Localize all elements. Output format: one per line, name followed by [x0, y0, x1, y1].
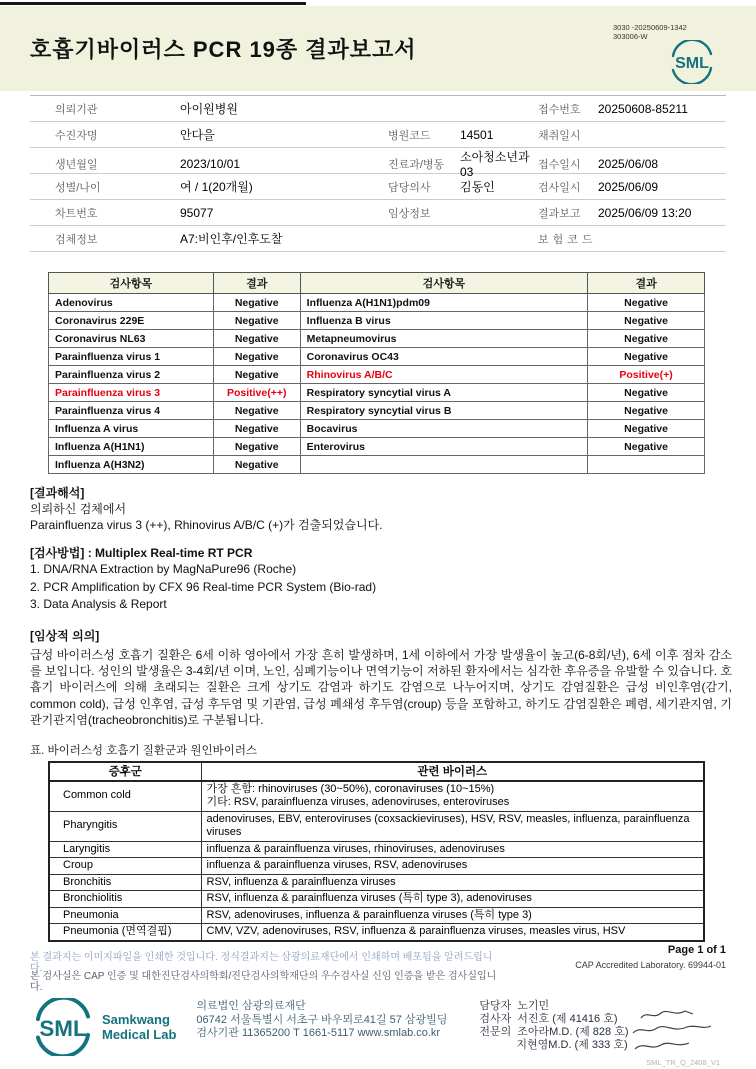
- svg-text:SML: SML: [675, 55, 709, 72]
- test-result: Negative: [588, 384, 705, 402]
- page-info: [575, 944, 726, 970]
- test-result: Negative: [588, 330, 705, 348]
- test-item: Influenza A(H3N2): [49, 456, 214, 474]
- staff-name: 노기민: [517, 1000, 550, 1012]
- test-item: Respiratory syncytial virus B: [300, 402, 587, 420]
- staff-name: 지현영M.D. (제 333 호): [516, 1039, 628, 1051]
- syndrome-row: [49, 811, 704, 841]
- virus-list-line: influenza & parainfluenza viruses, RSV, adenoviruses: [201, 858, 704, 875]
- result-row: [49, 420, 705, 438]
- field-label: 접수일시: [538, 158, 581, 171]
- test-item: Parainfluenza virus 1: [49, 348, 214, 366]
- virus-list-line: RSV, adenoviruses, influenza & parainfluenza viruses (특히 type 3): [201, 907, 704, 924]
- clinical-body: 급성 바이러스성 호흡기 질환은 6세 이하 영아에서 가장 흔히 발생하며, 1세 이하에서 가장 발생율이 높고(6-8회/년), 6세 이후 점차 감소를 보입니다. 성인의 발생율은 3-4회/년 이며, 노인, 심폐기능이나 면역기능이 저하된 환자에서는 심각한 후유증을 유발할 수 있습니다. 호흡기 바이러스에 의해 초래되는 질환은 크게 상기도 감염과 하기도 감염으로 나누어지며, 상기도 감염질환은 급성 비인후염(감기, common cold), 급성 인후염, 급성 후두염 및 기관염, 급성 폐쇄성 후두염(croup) 등을 포함하고, 하기도 감염질환은 폐렴, 세기관지염, 기관기관지염(tracheobronchitis)로 구분됩니다.: [30, 647, 732, 728]
- interpretation-line: 의뢰하신 검체에서: [30, 502, 127, 516]
- test-result: Negative: [213, 366, 300, 384]
- patient-info-row: [30, 200, 726, 226]
- test-result-positive: Positive(+): [588, 366, 705, 384]
- column-header: 검사항목: [49, 273, 214, 294]
- test-result: Negative: [213, 330, 300, 348]
- patient-info-row: [30, 226, 726, 252]
- footer-notices: [30, 952, 500, 993]
- column-header: 결과: [588, 273, 705, 294]
- field-label: 결과보고: [538, 207, 581, 220]
- page-number: Page 1 of 1: [667, 944, 726, 956]
- virus-list-line: adenoviruses, EBV, enteroviruses (coxsackieviruses), HSV, RSV, measles, influenza, parainfluenza viruses: [201, 811, 704, 841]
- syndrome-row: [49, 841, 704, 858]
- virus-list-line: 기타: RSV, parainfluenza viruses, adenoviruses, enteroviruses: [206, 796, 510, 809]
- staff-label: 전문의: [479, 1026, 512, 1038]
- method-step: 2. PCR Amplification by CFX 96 Real-time PCR System (Bio-rad): [30, 579, 377, 594]
- test-result: Negative: [588, 420, 705, 438]
- lab-street: 06742 서울특별시 서초구 바우뫼로41길 57 삼광빌딩: [196, 1013, 448, 1026]
- print-notice: 본 결과지는 이미지파일을 인쇄한 것입니다. 정식결과지는 삼광의료재단에서 인쇄하며 배포됨을 알려드립니다.: [30, 952, 493, 974]
- syndrome-header-row: [49, 762, 704, 781]
- lab-entity: 의료법인 삼광의료재단: [196, 1000, 306, 1012]
- result-row: [49, 402, 705, 420]
- method-heading: [검사방법] : Multiplex Real-time RT PCR: [30, 546, 253, 560]
- test-item: Influenza A virus: [49, 420, 214, 438]
- field-label: 보험코드: [538, 233, 597, 246]
- header-band: [0, 6, 756, 91]
- lab-name: Samkwang Medical Lab: [102, 1012, 177, 1042]
- test-result: Negative: [588, 438, 705, 456]
- field-label: 차트번호: [55, 207, 98, 220]
- column-header: 결과: [213, 273, 300, 294]
- virus-list-line: CMV, VZV, adenoviruses, RSV, influenza & parainfluenza viruses, measles virus, HSV: [201, 924, 704, 941]
- field-label: 접수번호: [538, 103, 581, 116]
- test-item: Coronavirus 229E: [49, 312, 214, 330]
- patient-info-table: [30, 95, 726, 252]
- lab-address: [196, 998, 447, 1041]
- field-label: 담당의사: [388, 181, 431, 194]
- test-item: Influenza B virus: [300, 312, 587, 330]
- field-value: A7:비인후/인후도찰: [180, 232, 283, 246]
- test-item: Respiratory syncytial virus A: [300, 384, 587, 402]
- interpretation-line: Parainfluenza virus 3 (++), Rhinovirus A/B/C (+)가 검출되었습니다.: [30, 518, 383, 532]
- syndrome-name: Pneumonia: [49, 907, 201, 924]
- column-header: 검사항목: [300, 273, 587, 294]
- syndrome-name: Bronchiolitis: [49, 891, 201, 908]
- field-label: 검체정보: [55, 233, 98, 246]
- field-value: 2023/10/01: [180, 156, 241, 171]
- test-result: Negative: [213, 348, 300, 366]
- field-label: 진료과/병동: [388, 158, 445, 171]
- staff-name: 조아라M.D. (제 828 호): [517, 1026, 629, 1038]
- patient-info-row: [30, 96, 726, 122]
- field-label: 의뢰기관: [55, 103, 98, 116]
- virus-list-line: RSV, influenza & parainfluenza viruses: [201, 874, 704, 891]
- method-step: 1. DNA/RNA Extraction by MagNaPure96 (Roche): [30, 562, 297, 576]
- patient-info-row: [30, 122, 726, 148]
- result-row: [49, 366, 705, 384]
- result-row: [49, 294, 705, 312]
- test-result: Negative: [213, 402, 300, 420]
- test-item: Influenza A(H1N1): [49, 438, 214, 456]
- field-value: 95077: [180, 205, 214, 220]
- field-value: 소아청소년과03: [460, 150, 530, 179]
- test-item-positive: Parainfluenza virus 3: [49, 384, 214, 402]
- result-row: [49, 384, 705, 402]
- syndrome-row: [49, 924, 704, 941]
- patient-info-row: [30, 148, 726, 179]
- pcr-results-table: [48, 272, 705, 474]
- scan-artifact-line: [0, 2, 306, 5]
- field-label: 임상정보: [388, 207, 431, 220]
- field-value: 20250608-85211: [598, 101, 688, 116]
- test-result: Negative: [213, 456, 300, 474]
- field-value: 2025/06/09: [598, 179, 659, 194]
- test-result: Negative: [213, 312, 300, 330]
- patient-info-row: [30, 174, 726, 200]
- organization-footer: [30, 998, 730, 1056]
- doc-code: 303006-W: [613, 32, 648, 41]
- footer-logo: [30, 998, 176, 1056]
- test-result: Negative: [588, 348, 705, 366]
- doc-number: 3030 -20250609-1342: [613, 23, 687, 32]
- test-item: Enterovirus: [300, 438, 587, 456]
- result-row: [49, 312, 705, 330]
- cap-accreditation: CAP Accredited Laboratory. 69944-01: [575, 960, 726, 970]
- test-item: Bocavirus: [300, 420, 587, 438]
- field-label: 병원코드: [388, 129, 431, 142]
- test-result: Negative: [588, 402, 705, 420]
- field-value: 여 / 1(20개월): [180, 180, 253, 194]
- column-header: 증후군: [49, 762, 201, 781]
- test-result-positive: Positive(++): [213, 384, 300, 402]
- field-label: 채취일시: [538, 129, 581, 142]
- svg-text:SML: SML: [39, 1016, 87, 1042]
- virus-list-line: influenza & parainfluenza viruses, rhinoviruses, adenoviruses: [201, 841, 704, 858]
- test-result: Negative: [213, 294, 300, 312]
- test-item: Parainfluenza virus 2: [49, 366, 214, 384]
- staff-label: 담당자: [479, 1000, 512, 1012]
- doc-codes: [613, 23, 687, 41]
- syndrome-row: [49, 858, 704, 875]
- test-item: Coronavirus NL63: [49, 330, 214, 348]
- syndrome-name: Common cold: [49, 781, 201, 812]
- report-body-text: [30, 484, 732, 942]
- test-item: Coronavirus OC43: [300, 348, 587, 366]
- accreditation-notice: 본 검사실은 CAP 인증 및 대한진단검사의학회/진단검사의학재단의 우수검사실 신임 인증을 받은 검사실입니다.: [30, 971, 497, 993]
- column-header: 관련 바이러스: [201, 762, 704, 781]
- syndrome-name: Bronchitis: [49, 874, 201, 891]
- method-step: 3. Data Analysis & Report: [30, 597, 167, 611]
- sml-logo-icon: [30, 998, 96, 1056]
- test-item: Adenovirus: [49, 294, 214, 312]
- test-item: Influenza A(H1N1)pdm09: [300, 294, 587, 312]
- sml-logo-icon: [668, 40, 716, 84]
- syndrome-name: Pharyngitis: [49, 811, 201, 841]
- field-value: 김동인: [460, 180, 495, 194]
- test-result: Negative: [588, 312, 705, 330]
- test-item-positive: Rhinovirus A/B/C: [300, 366, 587, 384]
- page-title: 호흡기바이러스 PCR 19종 결과보고서: [30, 37, 417, 62]
- test-result: Negative: [588, 294, 705, 312]
- syndrome-name: Pneumonia (면역결핍): [49, 924, 201, 941]
- field-value: 안다을: [180, 128, 215, 142]
- form-code: SML_TR_Q_2408_V1: [646, 1058, 720, 1067]
- virus-list-line: 가장 흔함: rhinoviruses (30~50%), coronaviruses (10~15%): [206, 782, 495, 795]
- syndrome-row: [49, 907, 704, 924]
- field-label: 성별/나이: [55, 181, 101, 194]
- interpretation-heading: [결과해석]: [30, 486, 85, 500]
- test-result: Negative: [213, 438, 300, 456]
- staff-name: 서진호 (제 41416 호): [517, 1013, 618, 1025]
- result-row: [49, 438, 705, 456]
- test-item: Metapneumovirus: [300, 330, 587, 348]
- syndrome-row: [49, 891, 704, 908]
- field-label: 생년월일: [55, 158, 98, 171]
- syndrome-name: Laryngitis: [49, 841, 201, 858]
- field-value: 2025/06/08: [598, 156, 659, 171]
- field-label: 검사일시: [538, 181, 581, 194]
- staff-label: 검사자: [479, 1013, 512, 1025]
- result-row: [49, 456, 705, 474]
- syndrome-row: [49, 781, 704, 812]
- syndrome-table-caption: 표. 바이러스성 호흡기 질환군과 원인바이러스: [30, 744, 258, 757]
- syndrome-name: Croup: [49, 858, 201, 875]
- signature-icon: [627, 1006, 727, 1058]
- field-label: 수진자명: [55, 129, 98, 142]
- staff-block: [479, 998, 719, 1052]
- test-result: Negative: [213, 420, 300, 438]
- result-row: [49, 330, 705, 348]
- virus-list-line: RSV, influenza & parainfluenza viruses (특히 type 3), adenoviruses: [201, 891, 704, 908]
- result-row: [49, 348, 705, 366]
- results-header-row: [49, 273, 705, 294]
- lab-contact: 검사기관 11365200 T 1661-5117 www.smlab.co.kr: [196, 1027, 441, 1039]
- clinical-heading: [임상적 의의]: [30, 628, 100, 643]
- syndrome-virus-table: [48, 761, 705, 942]
- field-value: 14501: [460, 127, 494, 142]
- syndrome-row: [49, 874, 704, 891]
- test-item: Parainfluenza virus 4: [49, 402, 214, 420]
- field-value: 아이원병원: [180, 102, 238, 116]
- field-value: 2025/06/09 13:20: [598, 205, 692, 220]
